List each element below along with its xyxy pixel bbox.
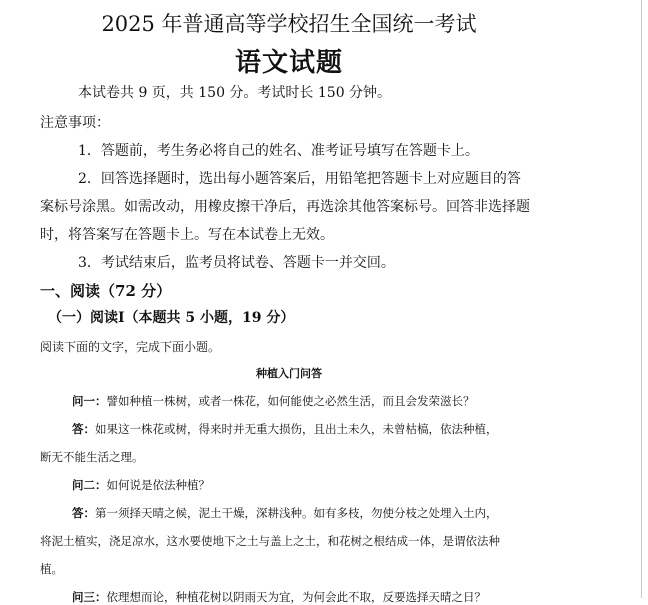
passage-title: 种植入门问答 <box>256 367 322 380</box>
paragraph-text: 譬如种植一株树，或者一株花，如何能使之必然生活，而且会发荣滋长？ <box>106 394 475 408</box>
question-label: 问二： <box>72 478 107 492</box>
paragraph-text: 第一须择天晴之候，泥土干燥，深耕浅种。如有多枝，勿使分枝之处埋入土内， <box>95 506 498 520</box>
page-edge-divider <box>641 0 642 598</box>
subject-title: 语文试题 <box>234 48 343 78</box>
passage-paragraph-3 <box>72 477 210 493</box>
passage-paragraph-2-line-2: 断无不能生活之理。 <box>40 450 144 464</box>
notice-heading: 注意事项： <box>40 115 110 131</box>
exam-intro: 本试卷共 9 页，共 150 分。考试时长 150 分钟。 <box>78 85 392 101</box>
passage-paragraph-4-line-1 <box>72 505 498 521</box>
passage-paragraph-4-line-3: 植。 <box>40 562 63 576</box>
section-heading: 一、阅读（72 分） <box>40 282 172 300</box>
notice-1-line-1: 1．答题前，考生务必将自己的姓名、准考证号填写在答题卡上。 <box>78 143 479 159</box>
question-label: 问三： <box>72 590 107 604</box>
answer-label: 答： <box>72 422 95 436</box>
passage-paragraph-5 <box>72 589 486 605</box>
subsection-heading: （一）阅读Ⅰ（本题共 5 小题，19 分） <box>48 310 295 326</box>
exam-title: 2025 年普通高等学校招生全国统一考试 <box>101 12 477 36</box>
answer-label: 答： <box>72 506 95 520</box>
passage-paragraph-2-line-1 <box>72 421 498 437</box>
reading-instruction: 阅读下面的文字，完成下面小题。 <box>40 340 221 354</box>
notice-2-line-3: 时，将答案写在答题卡上。写在本试卷上无效。 <box>40 227 334 243</box>
passage-paragraph-4-line-2: 将泥土植实，浇足凉水，这水要使地下之土与盖上之土，和花树之根结成一体，是谓依法种 <box>40 534 500 548</box>
notice-3-line-1: 3．考试结束后，监考员将试卷、答题卡一并交回。 <box>78 255 395 271</box>
notice-2-line-2: 案标号涂黑。如需改动，用橡皮擦干净后，再选涂其他答案标号。回答非选择题 <box>40 199 530 215</box>
question-label: 问一： <box>72 394 107 408</box>
paragraph-text: 如何说是依法种植？ <box>106 478 210 492</box>
passage-paragraph-1 <box>72 393 475 409</box>
paragraph-text: 如果这一株花或树，得来时并无重大损伤，且出土未久，未曾枯槁，依法种植， <box>95 422 498 436</box>
paragraph-text: 依理想而论，种植花树以阴雨天为宜，为何会此不取，反要选择天晴之日？ <box>106 590 486 604</box>
notice-2-line-1: 2．回答选择题时，选出每小题答案后，用铅笔把答题卡上对应题目的答 <box>78 171 521 187</box>
